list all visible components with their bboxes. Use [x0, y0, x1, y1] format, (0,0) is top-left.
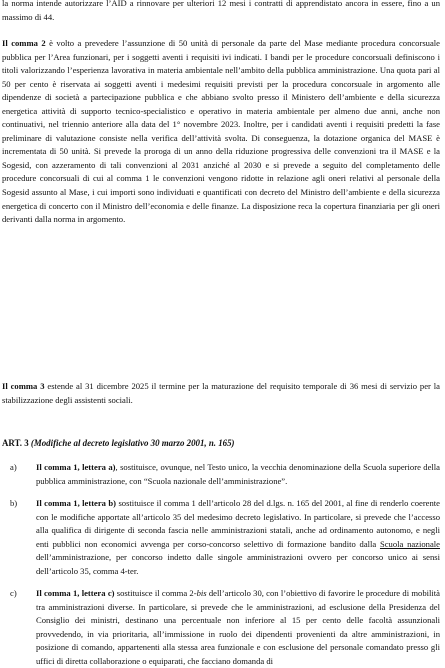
paragraph-comma-3-text: estende al 31 dicembre 2025 il termine per la maturazione del requisito temporale di 36 mesi di servizio per la stabilizzazione degli assistenti sociali.: [2, 381, 440, 405]
paragraph-comma-2-lead: Il comma 2: [2, 38, 46, 48]
list-item-body: [36, 587, 440, 668]
article-subtitle: (Modifiche al decreto legislativo 30 marzo 2001, n. 165): [30, 438, 235, 448]
article-label: ART. 3: [2, 438, 29, 448]
list-item-marker: a): [10, 462, 17, 472]
list-item-italic-text: bis: [196, 588, 207, 598]
article-heading: [2, 437, 235, 450]
paragraph-comma-2: [2, 37, 440, 227]
list-item-text: sostituisce il comma 2-: [114, 588, 197, 598]
list-item-body: [36, 461, 440, 488]
list-item-text: , sostituisce, ovunque, nel Testo unico, la vecchia denominazione della Scuola superiore della pubblica amministrazione, con “Scuola nazionale dell’amministrazione”.: [36, 462, 440, 486]
list-item-lead: Il comma 1, lettera a): [36, 462, 116, 472]
paragraph-comma-3-lead: Il comma 3: [2, 381, 45, 391]
list-item-text-continued: dell’amministrazione, per concorso indetto dalle singole amministrazioni ovvero per concorso unico ai sensi dell’articolo 35, comma 4-ter.: [36, 552, 440, 576]
paragraph-comma-2-text: è volto a prevedere l’assunzione di 50 unità di personale da parte del Mase mediante procedura concorsuale pubblica per l’Area funzionari, per i soggetti aventi i requisiti ivi indicati. I bandi per le procedure concorsuali definiscono i titoli valorizzando l’esperienza lavorativa in materia ambientale nell’ambito della pubblica amministrazione. Una quota pari al 50 per cento è riservata ai soggetti aventi i medesimi requisiti previsti per la procedura concorsuale in argomento alle dipendenze di società a partecipazione pubblica e che abbiano svolto presso il Ministero dell’ambiente e della sicurezza energetica attività di supporto tecnico-specialistico e operativo in materia ambientale per almeno due anni, anche non continuativi, nel triennio anteriore alla data del 1° novembre 2023. Inoltre, per i candidati aventi i requisiti predetti la fase preliminare di valutazione consiste nella verifica dell’attività svolta. Di conseguenza, la dotazione organica del MASE è incrementata di 50 unità. Si prevede la proroga di un anno della riduzione progressiva delle convenzioni tra il MASE e la Sogesid, con azzeramento di tali convenzioni al 2031 anziché al 2030 e si prevede a seguito del completamento delle procedure concorsuali di cui al comma 1 le convenzioni vengono ridotte in relazione agli oneri relativi al personale della Sogesid assunto al Mase, i cui importi sono individuati e quantificati con decreto del Ministro dell’ambiente e della sicurezza energetica di concerto con il Ministro dell’economia e delle finanze. La disposizione reca la copertura finanziaria per gli oneri derivanti dalla norma in argomento.: [2, 38, 440, 225]
list-item-marker: b): [10, 498, 18, 508]
list-item-body: [36, 497, 440, 578]
list-item-text: sostituisce il comma 1 dell’articolo 28 del d.lgs. n. 165 del 2001, al fine di renderlo coerente con le modifiche apportate all’articolo 35 del medesimo decreto legislativo. In particolare, si prevede che l’accesso alla qualifica di dirigente di seconda fascia nelle amministrazioni statali, anche ad ordinamento autonomo, e negli enti pubblici non economici avvenga per corso-concorso selettivo di formazione bandito dalla: [36, 498, 440, 549]
list-item-text-continued: dell’articolo 30, con l’obiettivo di favorire le procedure di mobilità tra amministrazioni diverse. In particolare, si prevede che le amministrazioni, ad esclusione della Presidenza del Consiglio dei ministri, destinano una percentuale non inferiore al 15 per cento delle facoltà assunzionali provvedendo, in via prioritaria, all’immissione in ruolo dei dipendenti provenienti da altre amministrazioni, in posizione di comando, appartenenti alla stessa area funzionale e con esclusione del personale comandato presso gli uffici di diretta collaborazione o equiparati, che facciano domanda di: [36, 588, 440, 666]
list-item-lead: Il comma 1, lettera c): [36, 588, 115, 598]
list-item-underlined-text: Scuola nazionale: [379, 538, 440, 549]
list-item-lead: Il comma 1, lettera b): [36, 498, 117, 508]
list-item-marker: c): [10, 588, 17, 598]
paragraph-intro: [2, 0, 440, 24]
paragraph-comma-3: [2, 380, 440, 407]
paragraph-intro-text: la norma intende autorizzare l’AID a rinnovare per ulteriori 12 mesi i contratti di apprendistato ancora in essere, fino a un massimo di 44.: [2, 0, 440, 22]
